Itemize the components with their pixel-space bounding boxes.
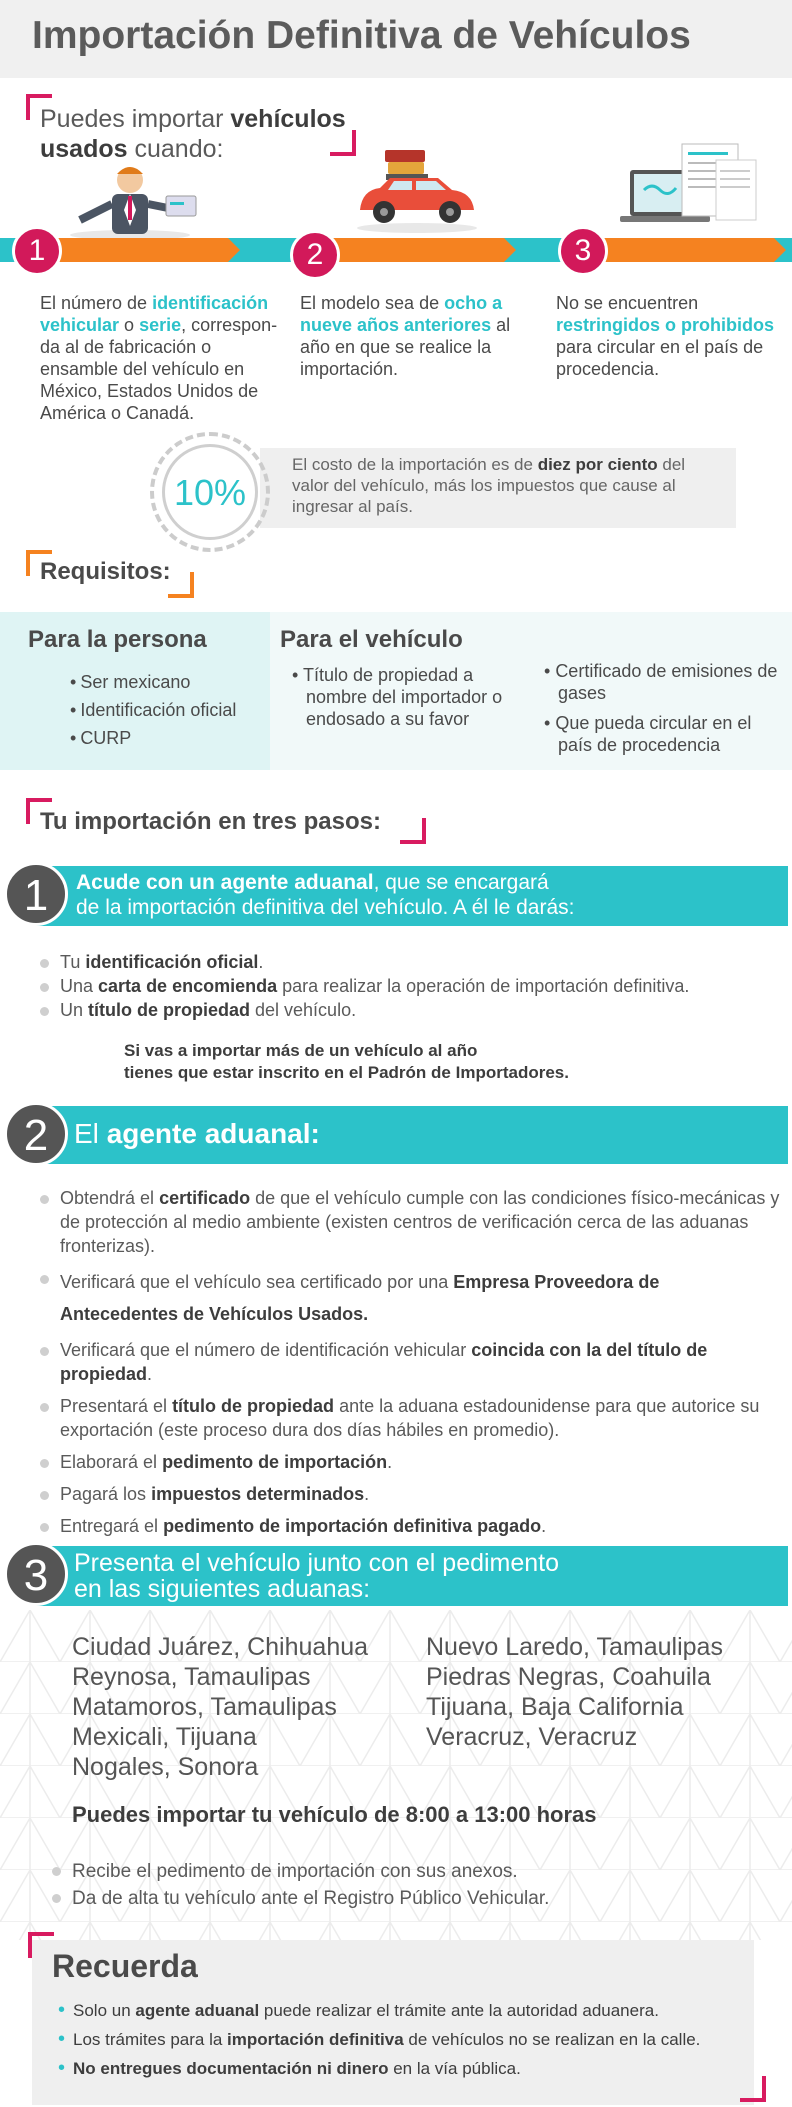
text-part: para realizar la operación de importación definitiva. [277,976,690,996]
text-part: del vehículo. [250,1000,357,1020]
steps-ribbon [0,234,792,266]
text-part: No se encuentren [556,293,699,313]
text-part: Solo un [73,2001,136,2020]
step1-number: 1 [4,862,68,926]
businessman-illustration [60,160,200,240]
list-item [58,1996,700,2025]
vehiculo-item: • Título de propiedad a nombre del importador o endosado a su favor [292,665,503,729]
customs-item: Nuevo Laredo, Tamaulipas [426,1633,723,1661]
text-bold: título de propiedad [172,1396,335,1416]
vehiculo-item: • Certificado de emisiones de gases [544,661,778,703]
list-item [40,998,689,1022]
text-bold: diez por ciento [537,455,658,474]
percent-value: 10% [162,444,258,540]
list-item-text: Título de propiedad a nombre del importador o endosado a su favor [302,665,503,729]
text-part: Una [60,976,99,996]
documents-illustration [620,140,760,230]
vehiculo-title: Para el vehículo [280,626,463,653]
text-part: El modelo sea de [300,293,445,313]
customs-item: Piedras Negras, Coahuila [426,1663,711,1691]
text-part: El costo de la importación es de [292,455,538,474]
customs-item: Matamoros, Tamaulipas [72,1693,337,1721]
customs-right [426,1632,723,1752]
requisitos-heading: Requisitos: [40,558,171,585]
list-item: Da de alta tu vehículo ante el Registro Público Vehicular. [52,1885,549,1912]
list-item [40,1338,780,1386]
intro-text-part: cuando: [127,135,224,163]
text-bold: ocho a nueve años anteriores [300,293,503,335]
text-bold: importación definitiva [227,2030,404,2049]
customs-left [72,1632,368,1782]
customs-item: Ciudad Juárez, Chihuahua [72,1633,369,1661]
percent-ring [150,432,270,552]
list-item: • Ser mexicano [70,668,236,696]
intro-text [40,104,346,164]
text-part: de vehículos no se realizan en la calle. [403,2030,701,2049]
intro-bold: usados [40,135,128,163]
step-number-3: 3 [558,226,608,276]
customs-item: Nogales, Sonora [72,1753,259,1781]
list-item [40,1450,780,1474]
step1-title [76,870,574,920]
text-part: El número de [40,293,153,313]
text-part: Verificará que el vehículo sea certificado por una [60,1272,454,1292]
text-part: . [147,1364,153,1384]
text-bold: agente aduanal: [106,1118,320,1149]
persona-list [70,668,236,752]
text-bold: impuestos determinados [151,1484,365,1504]
step3-final-list [52,1858,549,1912]
note-line: tienes que estar inscrito en el Padrón de Importadores. [124,1063,569,1082]
text-part: para circular en el país de procedencia. [556,337,764,379]
hours-text: Puedes importar tu vehículo de 8:00 a 13:00 horas [72,1802,597,1827]
text-part: Obtendrá el [60,1188,160,1208]
text-bold: coincida con la del título de propiedad [60,1340,708,1384]
customs-item: Mexicali, Tijuana [72,1723,257,1751]
list-item-text: Que pueda circular en el país de procedencia [555,713,752,755]
step3-title [74,1550,559,1602]
text-bold: identificación oficial [85,952,259,972]
step-3-text [556,292,786,380]
text-part: Tu [60,952,86,972]
text-bold: No entregues documentación ni dinero [73,2059,389,2078]
importers-note [124,1040,569,1084]
list-item: • Identificación oficial [70,696,236,724]
text-bold: serie [139,315,182,335]
intro-text-part: Puedes importar [40,105,231,133]
corner-decoration [400,818,426,844]
customs-item: Veracruz, Veracruz [426,1723,638,1751]
text-part: . [387,1452,393,1472]
text-part: Un [60,1000,89,1020]
text-part: , que se encargará [373,871,549,894]
list-item [40,1266,780,1330]
text-part: de que el vehículo cumple con las condiciones físico-mecánicas y de protección al medio ambiente (existen centros de verificación cerca de las aduanas fronterizas). [60,1188,780,1256]
customs-item: Tijuana, Baja California [426,1693,684,1721]
text-bold: restringidos o prohibidos [556,315,775,335]
list-item [40,974,689,998]
list-item [40,1514,780,1538]
step-number-1: 1 [12,226,62,276]
intro-bold: vehículos [230,105,346,133]
step-1-text [40,292,280,424]
text-part: ante la aduana estadounidense para que autorice su exportación (este proceso dura dos días hábiles en promedio). [60,1396,760,1440]
customs-item: Reynosa, Tamaulipas [72,1663,311,1691]
text-bold: Acude con un agente aduanal [76,871,374,894]
text-part: de la importación definitiva del vehículo. A él le darás: [76,896,575,919]
list-item [58,2025,700,2054]
text-part: al año en que se realice la importación. [300,315,511,379]
list-item [40,1394,780,1442]
recuerda-list [58,1996,700,2083]
list-item [40,1186,780,1258]
text-part: , correspon-da al de fabricación o ensamble del vehículo en México, Estados Unidos de América o Canadá. [40,315,278,423]
text-bold: carta de encomienda [98,976,278,996]
text-part: Presenta el vehículo junto con el pedimento [74,1549,560,1577]
text-part: . [541,1516,547,1536]
list-item [40,950,689,974]
text-part: o [119,315,140,335]
text-part: Pagará los [60,1484,152,1504]
text-bold: identificación vehicular [40,293,269,335]
list-item: • CURP [70,724,236,752]
pasos-heading: Tu importación en tres pasos: [40,808,381,835]
list-item [58,2054,700,2083]
cost-text [292,454,722,517]
step-2-text [300,292,536,380]
text-part: Verificará que el número de identificación vehicular [60,1340,472,1360]
text-part: Presentará el [60,1396,173,1416]
text-part: . [364,1484,370,1504]
page-title: Importación Definitiva de Vehículos [32,14,691,57]
text-part: en la vía pública. [388,2059,521,2078]
list-item: Recibe el pedimento de importación con sus anexos. [52,1858,549,1885]
step-number-2: 2 [290,230,340,280]
car-illustration [350,148,480,238]
step3-number: 3 [4,1542,68,1606]
text-bold: pedimento de importación [162,1452,388,1472]
recuerda-title: Recuerda [52,1948,198,1984]
text-part: del valor del vehículo, más los impuestos que cause al ingresar al país. [292,455,686,516]
step1-list [40,950,689,1022]
text-bold: Empresa Proveedora de Antecedentes de Vehículos Usados. [60,1272,660,1324]
text-part: puede realizar el trámite ante la autoridad aduanera. [259,2001,659,2020]
list-item [40,1482,780,1506]
vehiculo-item: • Que pueda circular en el país de procedencia [544,713,752,755]
text-bold: título de propiedad [88,1000,251,1020]
text-part: Entregará el [60,1516,164,1536]
corner-decoration [740,2076,766,2102]
step2-list [40,1186,780,1538]
text-part: El [74,1118,107,1149]
text-part: en las siguientes aduanas: [74,1575,371,1603]
text-bold: agente aduanal [135,2001,260,2020]
text-bold: pedimento de importación definitiva pagado [163,1516,542,1536]
corner-decoration [168,572,194,598]
list-item-text: Certificado de emisiones de gases [555,661,778,703]
note-line: Si vas a importar más de un vehículo al año [124,1041,478,1060]
step2-number: 2 [4,1102,68,1166]
text-bold: certificado [159,1188,251,1208]
persona-title: Para la persona [28,626,207,653]
text-part: Elaborará el [60,1452,163,1472]
text-part: . [258,952,264,972]
step2-title [74,1118,320,1150]
text-part: Los trámites para la [73,2030,228,2049]
